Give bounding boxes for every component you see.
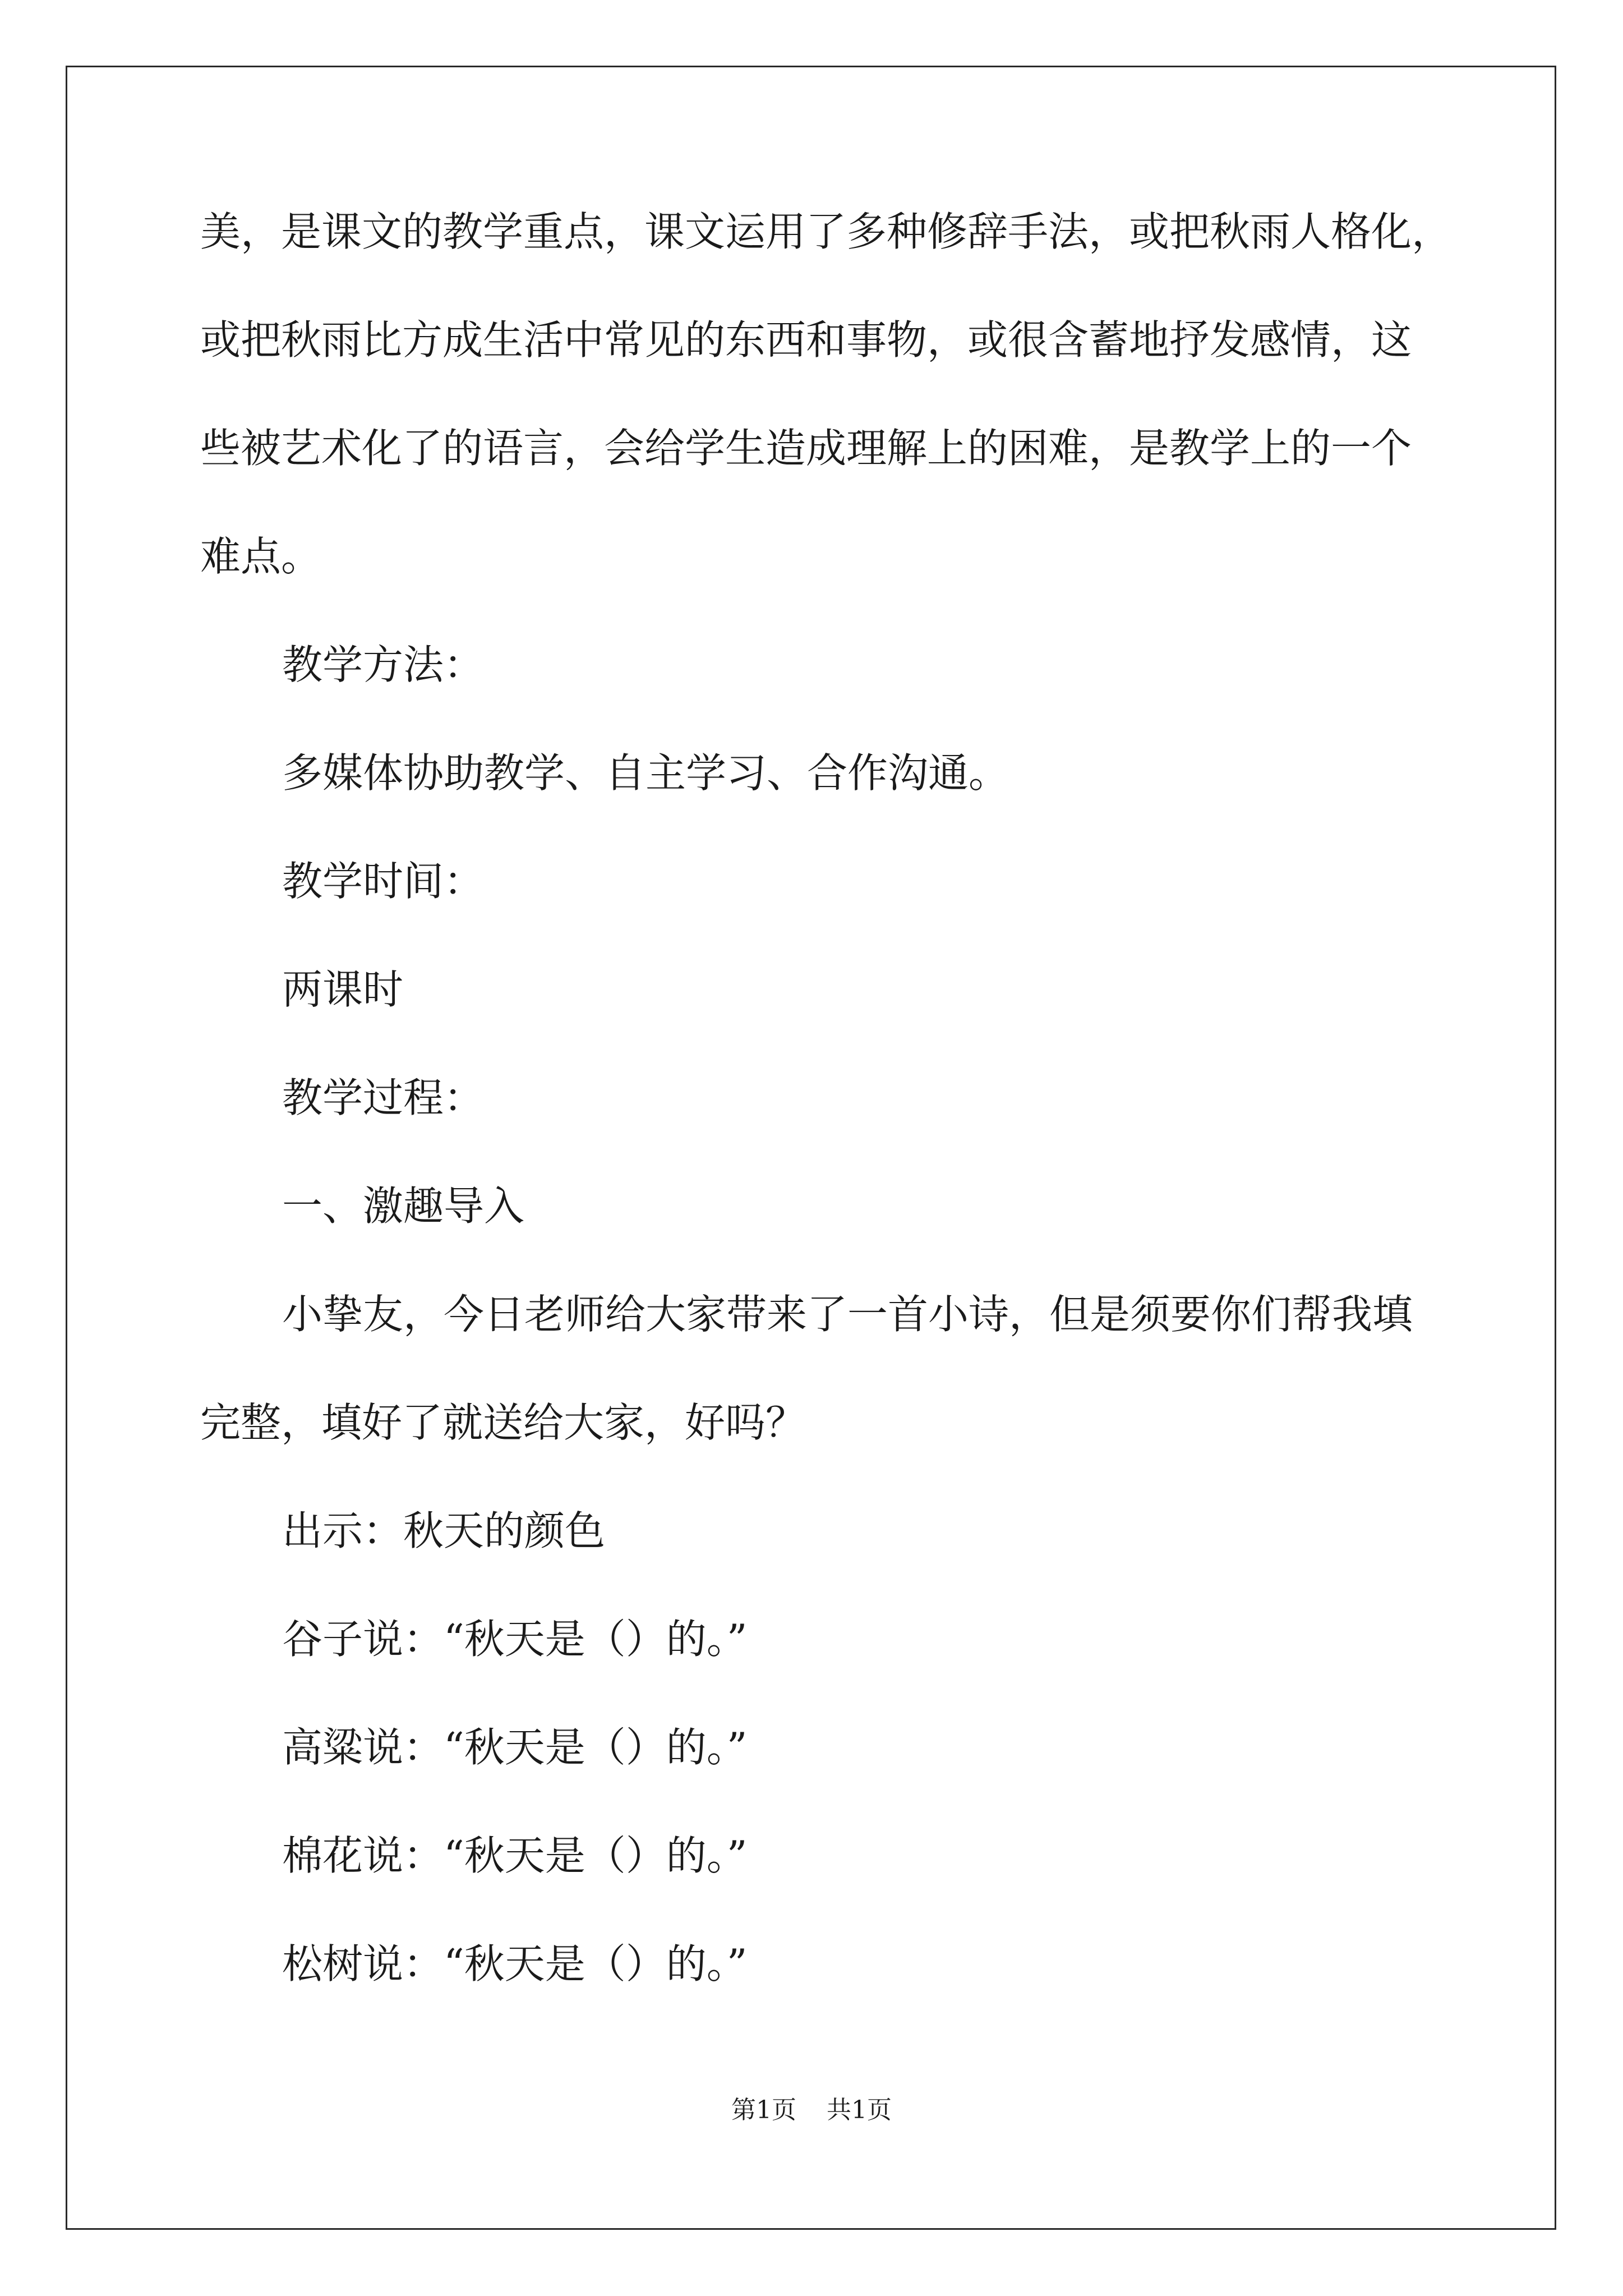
page-total: 共1页 [827, 2096, 892, 2124]
time-heading: 教学时间： [282, 858, 485, 905]
intro-line: 或把秋雨比方成生活中常见的东西和事物，或很含蓄地抒发感情，这 [200, 316, 1412, 364]
intro-line: 美，是课文的教学重点，课文运用了多种修辞手法，或把秋雨人格化， [200, 208, 1453, 255]
poem-title: 出示：秋天的颜色 [282, 1507, 606, 1554]
poem-line: 谷子说：“秋天是（）的。” [282, 1616, 748, 1663]
page-border [66, 66, 1556, 2230]
poem-line: 松树说：“秋天是（）的。” [282, 1940, 748, 1987]
section-one-heading: 一、激趣导入 [282, 1182, 525, 1230]
lead-in-line: 完整，填好了就送给大家，好吗？ [200, 1399, 806, 1446]
lead-in-line: 小挚友，今日老师给大家带来了一首小诗，但是须要你们帮我填 [282, 1291, 1413, 1338]
page-number: 第1页 [731, 2096, 796, 2124]
page-footer [0, 2090, 1623, 2125]
poem-line: 棉花说：“秋天是（）的。” [282, 1832, 748, 1879]
method-text: 多媒体协助教学、自主学习、合作沟通。 [282, 749, 1009, 797]
poem-line: 高粱说：“秋天是（）的。” [282, 1724, 748, 1771]
time-text: 两课时 [282, 966, 404, 1013]
method-heading: 教学方法： [282, 641, 485, 688]
process-heading: 教学过程： [282, 1074, 485, 1121]
intro-line: 些被艺术化了的语言，会给学生造成理解上的困难，是教学上的一个 [200, 425, 1412, 472]
intro-line: 难点。 [200, 533, 322, 580]
